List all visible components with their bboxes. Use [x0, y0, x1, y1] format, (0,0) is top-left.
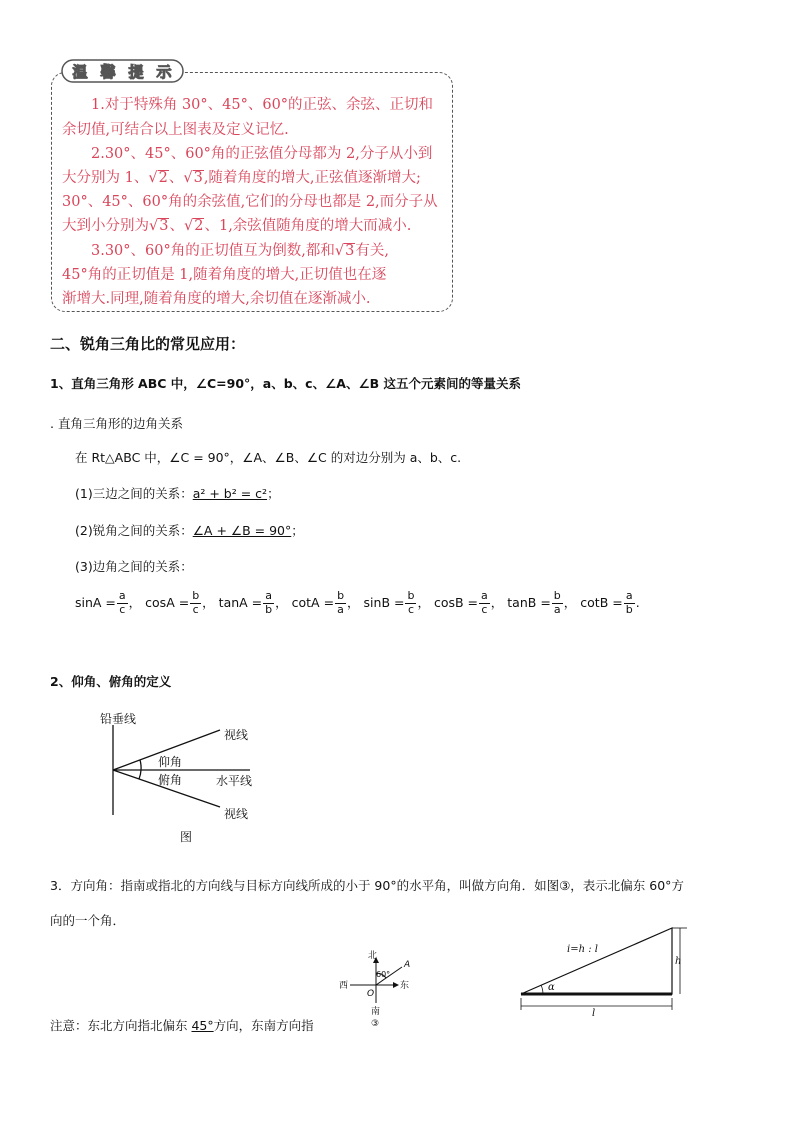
relation-2: (2)锐角之间的关系：∠A + ∠B = 90°；: [75, 523, 304, 538]
badge-char: 示: [156, 63, 172, 81]
slope-triangle: [521, 928, 672, 994]
label-north: 北: [368, 951, 378, 961]
figure-caption: 图: [180, 830, 193, 844]
ratio-sinb: sinB = $\frac{b}{c}$ ，: [363, 589, 430, 616]
label-west: 西: [339, 981, 349, 991]
label-horizontal: 水平线: [216, 774, 253, 788]
relation-3: (3)边角之间的关系：: [75, 559, 193, 574]
compass-diagram: [336, 945, 426, 1035]
tip-line: 45°角的正切值是 1,随着角度的增大,正切值也在逐: [62, 267, 387, 283]
ratio-sina: sinA = $\frac{a}{c}$ ，: [75, 589, 142, 616]
section-title: 二、锐角三角比的常见应用：: [50, 335, 246, 353]
direction-para-line1: 3．方向角：指南或指北的方向线与目标方向线所成的小于 90°的水平角，叫做方向角．如图③，表示北偏东 60°方: [50, 878, 684, 893]
depression-arc: [139, 770, 141, 779]
elevation-arc: [140, 760, 141, 770]
label-slope-ratio: i=h : l: [567, 944, 598, 955]
label-o: O: [367, 989, 375, 999]
ratio-cota: cotA = $\frac{b}{a}$ ，: [291, 589, 360, 616]
label-l: l: [592, 1008, 596, 1018]
tip-line: 大到小分别为√3、√2、1,余弦值随角度的增大而减小.: [62, 218, 412, 234]
sqrt-symbol: √: [183, 218, 194, 234]
ratio-cosb: cosB = $\frac{a}{c}$ ，: [433, 589, 504, 616]
label-sight-top: 视线: [224, 728, 249, 742]
label-h: h: [675, 956, 682, 967]
tip-line: 渐增大.同理,随着角度的增大,余切值在逐渐减小.: [62, 291, 371, 307]
relation-1: (1)三边之间的关系：a² + b² = c²；: [75, 486, 280, 501]
label-sight-bottom: 视线: [224, 807, 249, 821]
tip-line: 大分别为 1、√2、√3,随着角度的增大,正弦值逐渐增大;: [62, 170, 421, 186]
sqrt-symbol: √: [148, 170, 158, 186]
label-south: 南: [371, 1007, 381, 1017]
label-a: A: [404, 960, 411, 970]
note-text: 注意：东北方向指北偏东 45°方向，东南方向指: [50, 1018, 314, 1033]
badge-char: 馨: [100, 63, 116, 81]
tip-line: 1.对于特殊角 30°、45°、60°的正弦、余弦、正切和: [62, 97, 434, 113]
tip-badge: [60, 58, 185, 84]
intro-text: 在 Rt△ABC 中，∠C = 90°，∠A、∠B、∠C 的对边分别为 a、b、c.: [75, 450, 462, 465]
label-figure-3: ③: [371, 1019, 380, 1029]
ratio-cotb: cotB = $\frac{a}{b}$ .: [580, 589, 640, 616]
ratio-row: [75, 590, 640, 616]
sqrt-symbol: √: [149, 218, 159, 234]
tip-line: 余切值,可结合以上图表及定义记忆.: [62, 122, 289, 138]
label-depression: 俯角: [158, 773, 183, 787]
tip-line: 30°、45°、60°角的余弦值,它们的分母也都是 2,而分子从: [62, 194, 438, 210]
label-east: 东: [400, 981, 410, 991]
slope-diagram: [515, 918, 695, 1018]
subsection-heading: 1、直角三角形 ABC 中，∠C=90°，a、b、c、∠A、∠B 这五个元素间的等量关系: [50, 376, 522, 391]
label-plumb: 铅垂线: [100, 712, 137, 726]
section-heading-elevation: 2、仰角、俯角的定义: [50, 674, 172, 689]
subsection-subtitle: . 直角三角形的边角关系: [50, 416, 183, 431]
tip-line: 3.30°、60°角的正切值互为倒数,都和√3有关,: [62, 243, 389, 259]
sqrt-symbol: √: [334, 243, 345, 259]
badge-char: 提: [128, 63, 144, 81]
elevation-diagram: [90, 710, 280, 850]
sqrt-symbol: √: [183, 170, 193, 186]
ratio-cosa: cosA = $\frac{b}{c}$ ，: [145, 589, 215, 616]
badge-char: 温: [72, 63, 88, 81]
ratio-tana: tanA = $\frac{a}{b}$ ，: [218, 589, 288, 616]
label-elevation: 仰角: [158, 755, 183, 769]
ratio-tanb: tanB = $\frac{b}{a}$ ，: [507, 589, 577, 616]
tip-line: 2.30°、45°、60°角的正弦值分母都为 2,分子从小到: [62, 146, 433, 162]
label-60: 60°: [376, 970, 391, 979]
label-alpha: α: [548, 982, 555, 993]
direction-para-line2: 向的一个角．: [50, 913, 126, 928]
